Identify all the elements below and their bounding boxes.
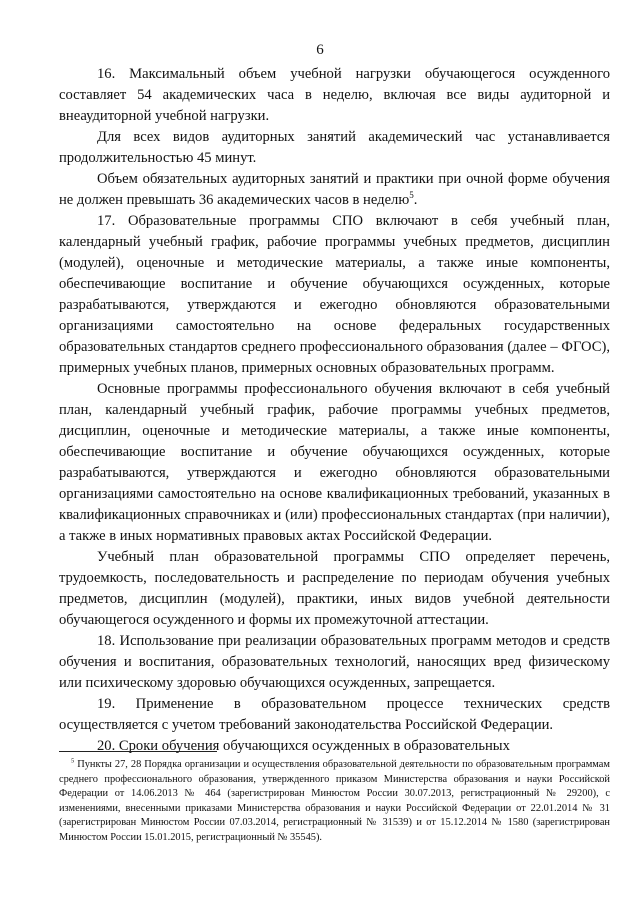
paragraph-19: 19. Применение в образовательном процессе технических средств осуществляется с учетом требований законодательства Российской Федерации. bbox=[59, 696, 610, 733]
footnote-divider bbox=[59, 751, 217, 752]
footnote bbox=[59, 758, 610, 846]
paragraph-curriculum: Учебный план образовательной программы СПО определяет перечень, трудоемкость, последовательность и распределение по периодам обучения учебных предметов, дисциплин (модулей), практики, иных видов учебной деятельности обучающегося осужденного и формы их промежуточной аттестации. bbox=[59, 549, 610, 628]
footnote-marker: 5 bbox=[71, 757, 75, 765]
paragraph-classroom-volume-text: Объем обязательных аудиторных занятий и практики при очной форме обучения не должен превышать 36 академических часов в неделю bbox=[59, 171, 610, 208]
footnote-reference: 5 bbox=[409, 190, 414, 201]
paragraph-16: 16. Максимальный объем учебной нагрузки обучающегося осужденного составляет 54 академических часа в неделю, включая все виды аудиторной и внеаудиторной учебной нагрузки. bbox=[59, 66, 610, 124]
footnote-text: Пункты 27, 28 Порядка организации и осуществления образовательной деятельности по образовательным программам среднего профессионального образования, утвержденного приказом Министерства образования и науки Российской Федерации от 14.06.2013 № 464 (зарегистрирован Минюстом России 30.07.2013, регистрационный № 29200), с изменениями, внесенными приказами Министерства образования и науки Российской Федерации от 22.01.2014 № 31 (зарегистрирован Минюстом России 07.03.2014, регистрационный № 31539) и от 15.12.2014 № 1580 (зарегистрирован Минюстом России 15.01.2015, регистрационный № 35545). bbox=[59, 759, 610, 843]
paragraph-classroom-volume bbox=[59, 169, 610, 211]
paragraph-academic-hour: Для всех видов аудиторных занятий академический час устанавливается продолжительностью 45 минут. bbox=[59, 129, 610, 166]
paragraph-vocational-training: Основные программы профессионального обучения включают в себя учебный план, календарный учебный график, рабочие программы учебных предметов, дисциплин, оценочные и методические материалы, а также иные компоненты, обеспечивающие воспитание и обучение обучающихся осужденных, которые разрабатываются, утверждаются и ежегодно обновляются образовательными организациями самостоятельно на основе квалификационных требований, указанных в квалификационных справочниках и (или) профессиональных стандартах (при наличии), а также в иных нормативных правовых актах Российской Федерации. bbox=[59, 381, 610, 544]
sentence-end: . bbox=[413, 192, 418, 208]
paragraph-18: 18. Использование при реализации образовательных программ методов и средств обучения и воспитания, образовательных технологий, наносящих вред физическому или психическому здоровью обучающихся осужденных, запрещается. bbox=[59, 633, 610, 691]
footnote-paragraph bbox=[59, 758, 610, 846]
paragraph-20: 20. Сроки обучения обучающихся осужденных в образовательных bbox=[97, 738, 510, 754]
paragraph-17: 17. Образовательные программы СПО включают в себя учебный план, календарный учебный график, рабочие программы учебных предметов, дисциплин (модулей), оценочные и методические материалы, а также иные компоненты, обеспечивающие воспитание и обучение обучающихся осужденных, которые разрабатываются, утверждаются и ежегодно обновляются образовательными организациями самостоятельно на основе федеральных государственных образовательных стандартов среднего профессионального образования (далее – ФГОС), примерных учебных планов, примерных основных образовательных программ. bbox=[59, 213, 610, 376]
body-text bbox=[59, 64, 610, 757]
page-number: 6 bbox=[316, 42, 324, 58]
